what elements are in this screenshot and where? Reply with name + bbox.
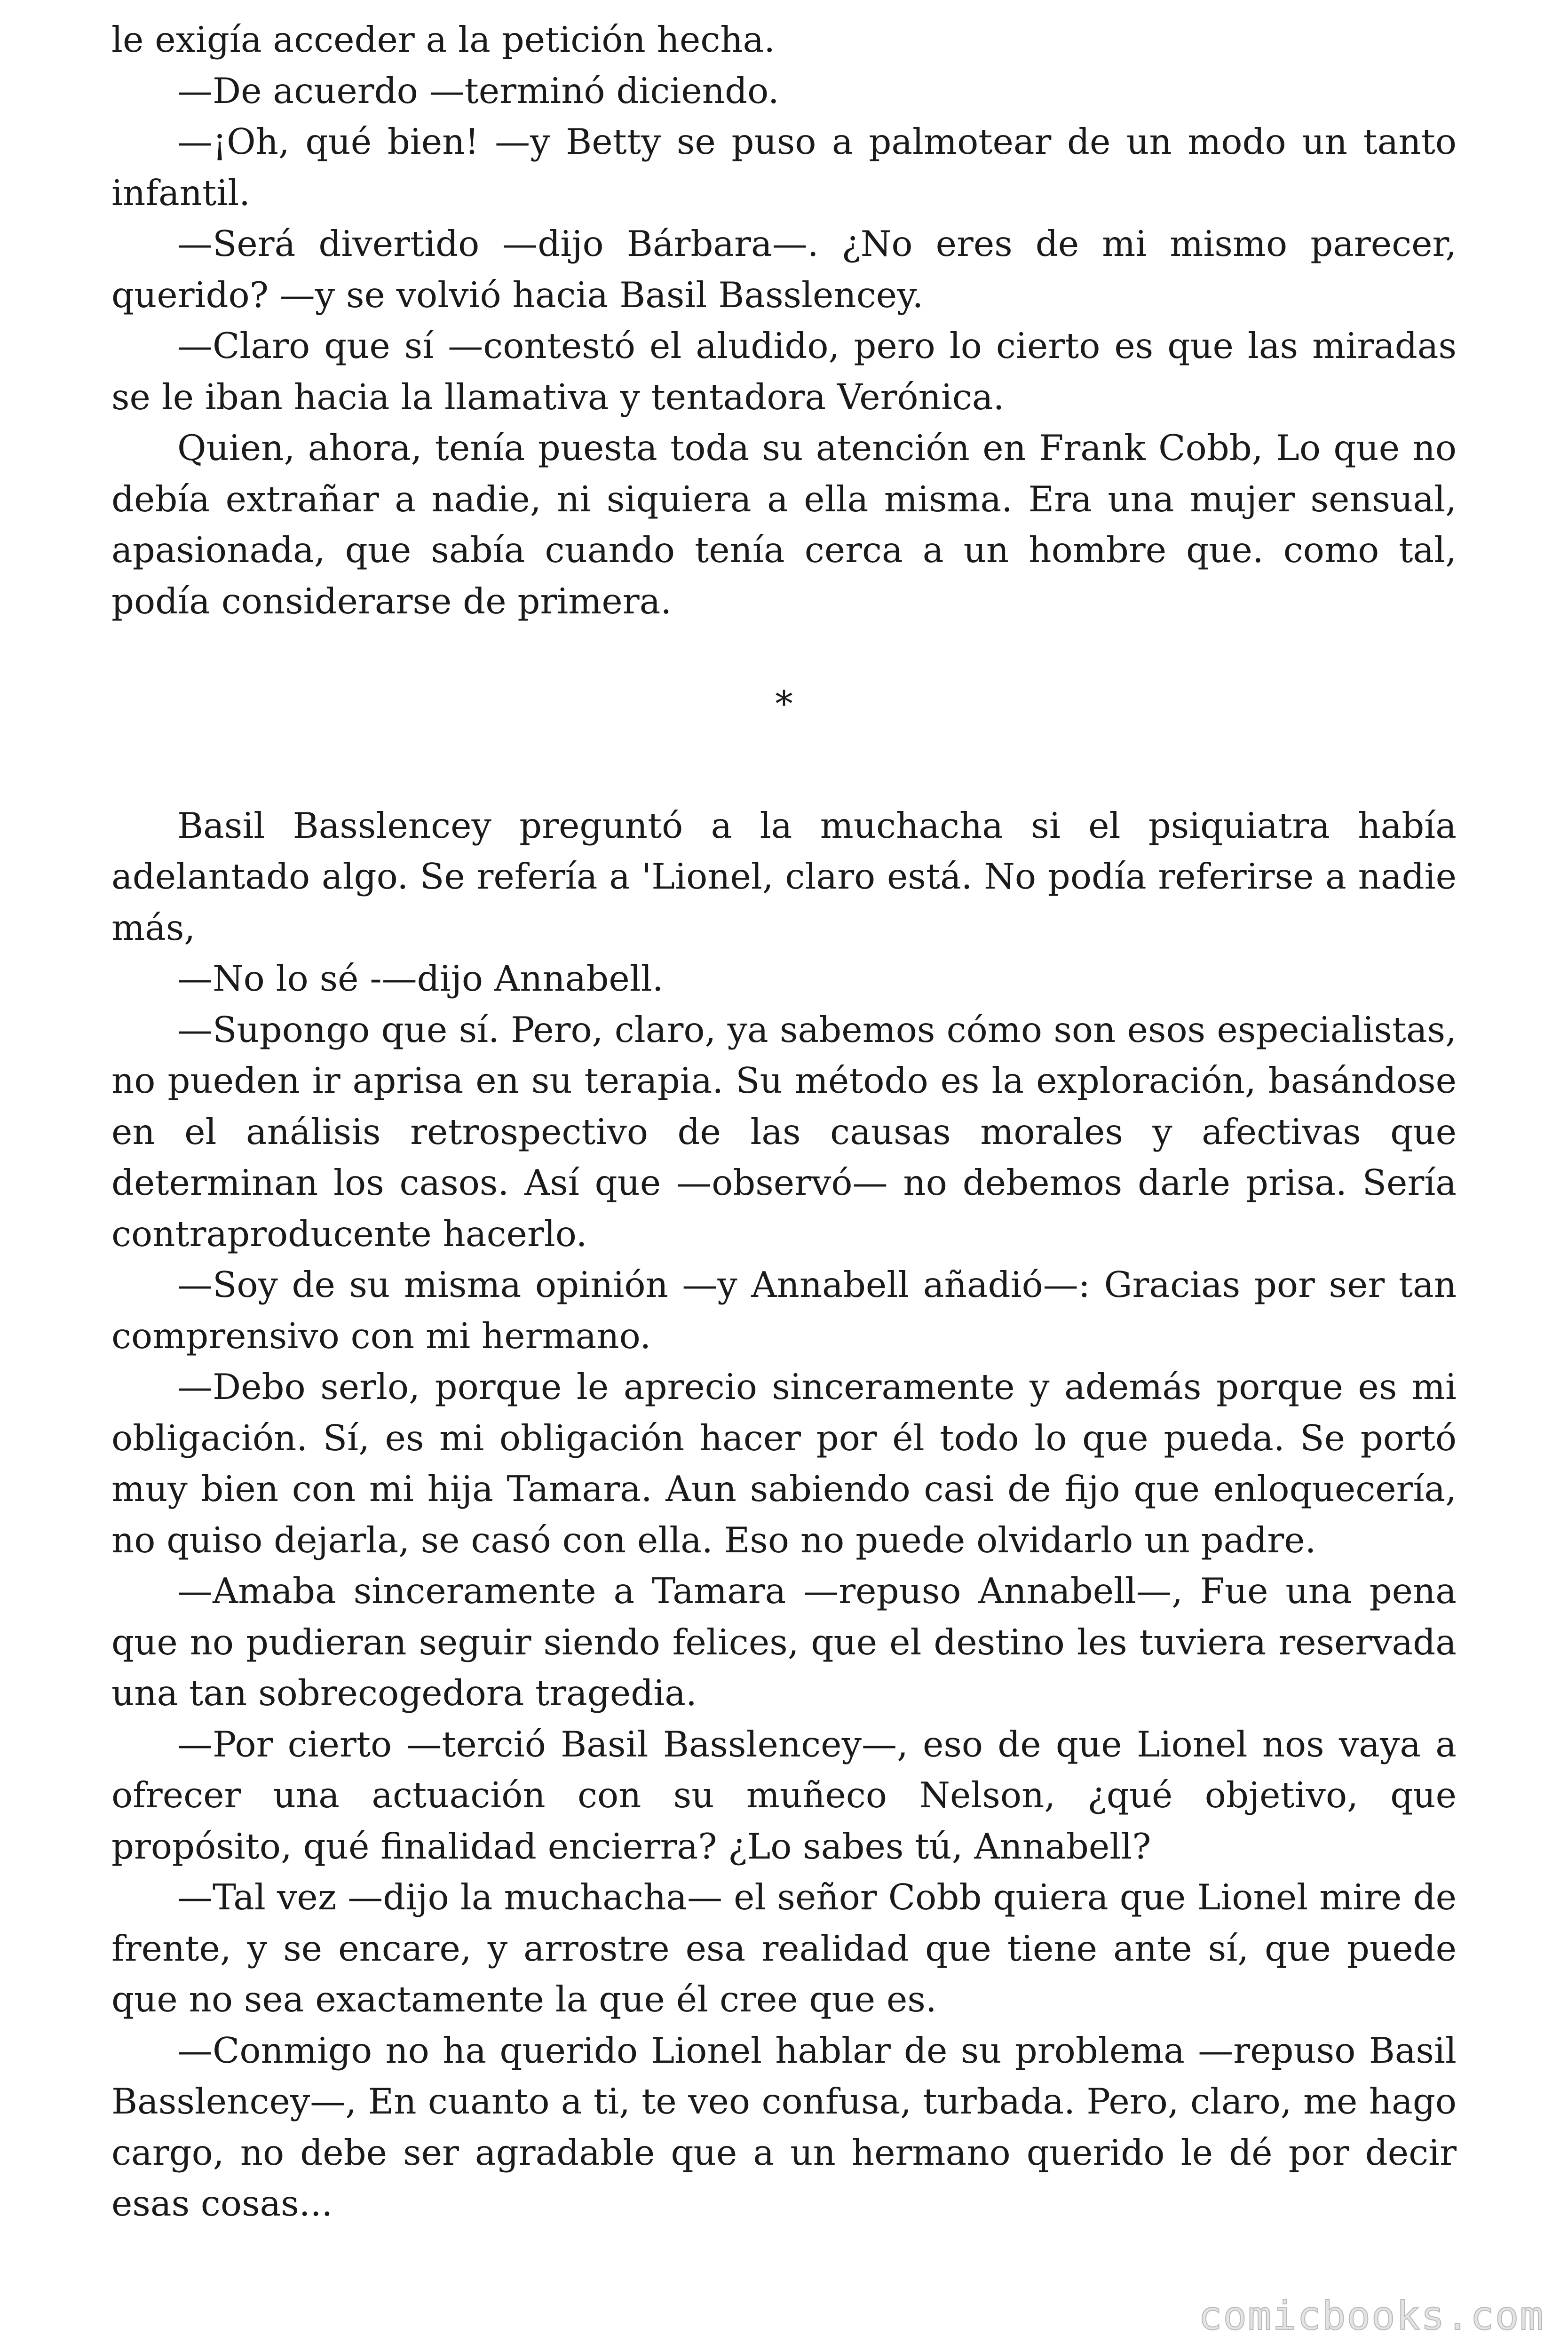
paragraph: Quien, ahora, tenía puesta toda su atención en Frank Cobb, Lo que no debía extrañar a nadie, ni siquiera a ella misma. Era una mujer sensual, apasionada, que sabía cuando tenía cerca a un hombre que. como tal, podía considerarse de primera.: [111, 427, 1457, 622]
paragraph: —De acuerdo —terminó diciendo.: [177, 70, 779, 111]
paragraph: —No lo sé -—dijo Annabell.: [177, 958, 664, 999]
watermark: comicbooks.com: [1198, 2293, 1544, 2339]
paragraph: —Soy de su misma opinión —y Annabell añadió—: Gracias por ser tan comprensivo con mi hermano.: [111, 1264, 1457, 1357]
paragraph: —Conmigo no ha querido Lionel hablar de su problema —repuso Basil Basslencey—, En cuanto a ti, te veo confusa, turbada. Pero, claro, me hago cargo, no debe ser agradable que a un hermano querido le dé por decir esas cosas...: [111, 2029, 1457, 2224]
section-separator: *: [775, 683, 793, 724]
paragraph: —Será divertido —dijo Bárbara—. ¿No eres de mi mismo parecer, querido? —y se volvió hacia Basil Basslencey.: [111, 223, 1457, 316]
paragraph: —Supongo que sí. Pero, claro, ya sabemos cómo son esos especialistas, no pueden ir aprisa en su terapia. Su método es la exploración, basándose en el análisis retrospectivo de las causas morales y afectivas que determinan los casos. Así que —observó— no debemos darle prisa. Sería contraproducente hacerlo.: [111, 1009, 1457, 1255]
paragraph: Basil Basslencey preguntó a la muchacha si el psiquiatra había adelantado algo. Se refería a 'Lionel, claro está. No podía referirse a nadie más,: [111, 804, 1457, 948]
paragraph: —Amaba sinceramente a Tamara —repuso Annabell—, Fue una pena que no pudieran seguir siendo felices, que el destino les tuviera reservada una tan sobrecogedora tragedia.: [111, 1570, 1457, 1714]
document-page: [111, 14, 1457, 2229]
paragraph: —Claro que sí —contestó el aludido, pero lo cierto es que las miradas se le iban hacia la llamativa y tentadora Verónica.: [111, 325, 1457, 418]
paragraph: —Por cierto —terció Basil Basslencey—, eso de que Lionel nos vaya a ofrecer una actuación con su muñeco Nelson, ¿qué objetivo, que propósito, qué finalidad encierra? ¿Lo sabes tú, Annabell?: [111, 1723, 1457, 1867]
paragraph: —¡Oh, qué bien! —y Betty se puso a palmotear de un modo un tanto infantil.: [111, 121, 1457, 214]
paragraph: —Debo serlo, porque le aprecio sinceramente y además porque es mi obligación. Sí, es mi obligación hacer por él todo lo que pueda. Se portó muy bien con mi hija Tamara. Aun sabiendo casi de fijo que enloquecería, no quiso dejarla, se casó con ella. Eso no puede olvidarlo un padre.: [111, 1366, 1457, 1561]
paragraph: —Tal vez —dijo la muchacha— el señor Cobb quiera que Lionel mire de frente, y se encare, y arrostre esa realidad que tiene ante sí, que puede que no sea exactamente la que él cree que es.: [111, 1876, 1457, 2020]
paragraph: le exigía acceder a la petición hecha.: [111, 19, 776, 60]
